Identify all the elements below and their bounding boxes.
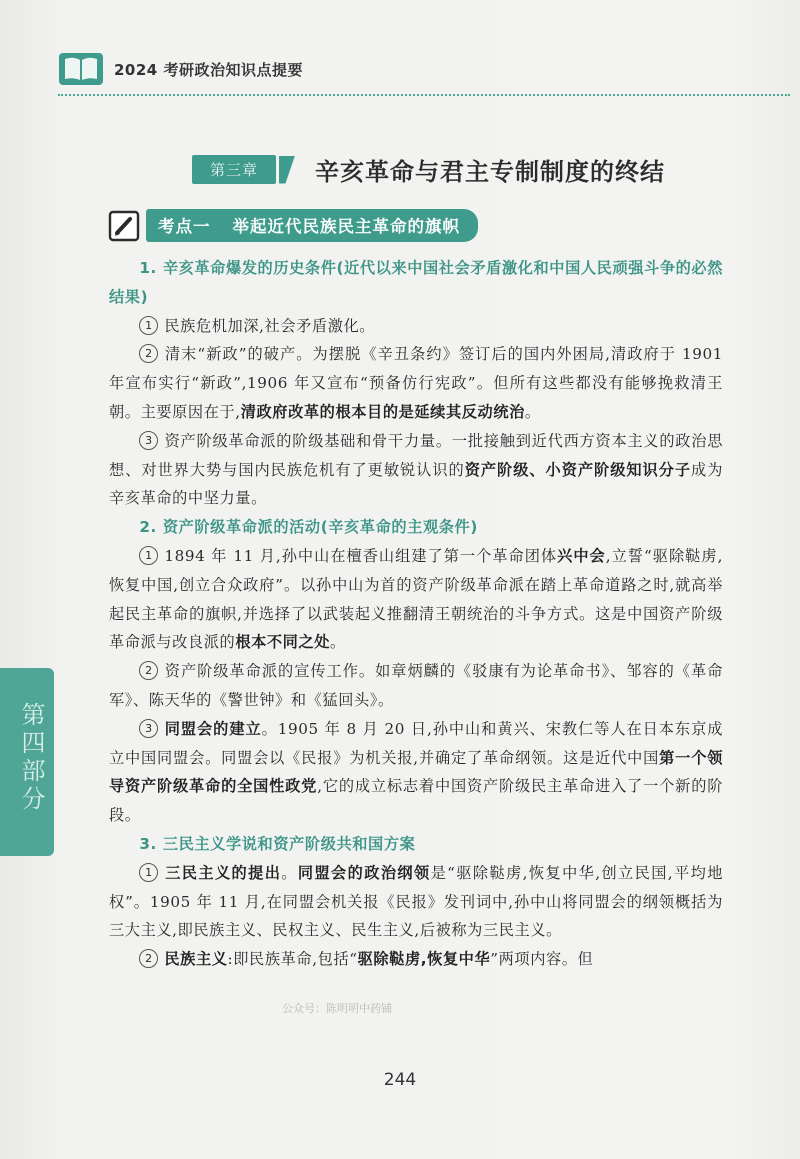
kaodian-banner [108,209,478,242]
bold-text: 同盟会的政治纲领 [297,863,431,882]
circled-number: 1 [139,316,158,335]
chapter-heading [192,152,665,187]
chapter-tag: 第三章 [192,155,276,184]
running-header [58,52,303,86]
paragraph: 3 资产阶级革命派的阶级基础和骨干力量。一批接触到近代西方资本主义的政治思想、对世界大势与国内民族危机有了更敏锐认识的资产阶级、小资产阶级知识分子成为辛亥革命的中坚力量。 [109,431,724,508]
paragraph: 1 民族危机加深,社会矛盾激化。 [109,312,723,341]
chapter-title: 辛亥革命与君主专制制度的终结 [315,157,666,186]
paragraph: 1 1894 年 11 月,孙中山在檀香山组建了第一个革命团体兴中会,立誓“驱除鞑虏,恢复中国,创立合众政府”。以孙中山为首的资产阶级革命派在踏上革命道路之时,就高举起民主革命的旗帜,并选择了以武装起义推翻清王朝统治的斗争方式。这是中国资产阶级革命派与改良派的根本不同之处。 [109,546,723,652]
circled-number: 2 [139,661,158,680]
chapter-tag-tail [279,156,295,184]
kaodian-title: 举起近代民族民主革命的旗帜 [232,217,460,236]
part-side-tab-label: 第四部分 [17,702,45,814]
page-number: 244 [383,1070,417,1090]
circled-number: 1 [139,863,158,882]
running-title: 2024 考研政治知识点提要 [114,60,303,79]
circled-number: 3 [139,719,158,738]
paragraph: 1 三民主义的提出。同盟会的政治纲领是“驱除鞑虏,恢复中华,创立民国,平均地权”。1905 年 11 月,在同盟会机关报《民报》发刊词中,孙中山将同盟会的纲领概括为三大主义,即民族主义、民权主义、民生主义,后被称为三民主义。 [109,863,723,940]
bold-text: 根本不同之处 [235,633,331,652]
section-heading-2: 2. 资产阶级革命派的活动(辛亥革命的主观条件) [139,518,478,537]
bold-text: 第一个领导资产阶级革命的全国性政党 [109,748,724,796]
open-book-icon [58,52,104,86]
bold-text: 三民主义的提出 [164,863,282,882]
header-divider [58,94,790,96]
kaodian-number: 考点一 [158,217,211,236]
watermark: 公众号：陈明明中药铺 [282,1002,392,1015]
paragraph: 2 民族主义:即民族革命,包括“驱除鞑虏,恢复中华”两项内容。但 [109,945,723,974]
paragraph: 3 同盟会的建立。1905 年 8 月 20 日,孙中山和黄兴、宋教仁等人在日本东京成立中国同盟会。同盟会以《民报》为机关报,并确定了革命纲领。这是近代中国第一个领导资产阶级革命的全国性政党,它的成立标志着中国资产阶级民主革命进入了一个新的阶段。 [109,719,724,825]
bold-text: 同盟会的建立 [164,719,262,738]
bold-text: 民族主义 [164,950,228,969]
paragraph: 2 资产阶级革命派的宣传工作。如章炳麟的《驳康有为论革命书》、邹容的《革命军》、陈天华的《警世钟》和《猛回头》。 [109,662,723,709]
circled-number: 2 [139,344,158,363]
kaodian-label [146,209,478,242]
body-text [109,254,723,974]
bold-text: 清政府改革的根本目的是延续其反动统治 [240,402,525,421]
bold-text: 兴中会 [557,546,606,565]
circled-number: 1 [139,546,158,565]
bold-text: 资产阶级、小资产阶级知识分子 [464,460,692,479]
paragraph: 2 清末“新政”的破产。为摆脱《辛丑条约》签订后的国内外困局,清政府于 1901 年宣布实行“新政”,1906 年又宣布“预备仿行宪政”。但所有这些都没有能够挽救清王朝。主要原因在于,清政府改革的根本目的是延续其反动统治。 [109,345,723,421]
circled-number: 2 [139,949,158,968]
bold-text: 驱除鞑虏,恢复中华 [357,950,491,969]
pencil-note-icon [108,210,140,242]
section-heading-1: 1. 辛亥革命爆发的历史条件(近代以来中国社会矛盾激化和中国人民顽强斗争的必然结果) [109,259,723,306]
section-heading-3: 3. 三民主义学说和资产阶级共和国方案 [139,834,416,853]
circled-number: 3 [139,431,158,450]
